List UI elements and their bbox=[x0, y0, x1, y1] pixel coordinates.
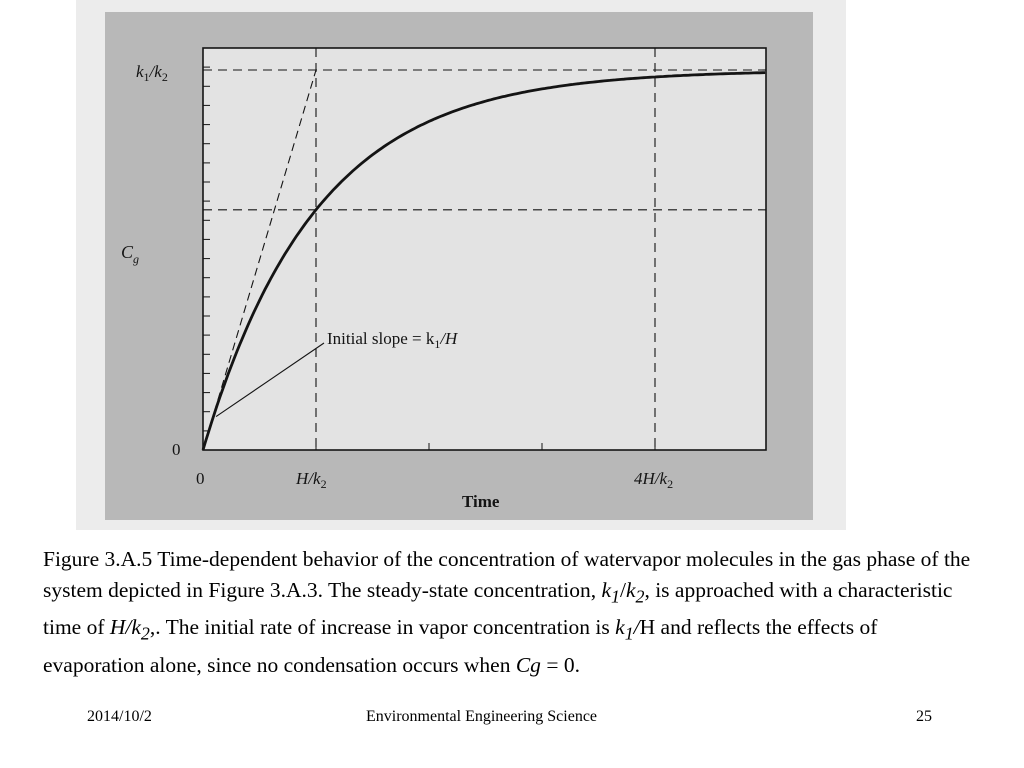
caption-text-2: , is approached with a characteristic time of bbox=[43, 578, 953, 640]
x-tick-label-4h-k2: $4H/k_2$ bbox=[634, 469, 674, 491]
y-tick-label-k1-k2: $k_1/k_2$ bbox=[136, 62, 168, 84]
caption-k2: $k_2$ bbox=[625, 578, 645, 607]
caption-h-k2: $H/k_2$ bbox=[109, 615, 150, 644]
x-tick-label-zero: 0 bbox=[196, 469, 205, 488]
caption-text-5: = 0. bbox=[540, 652, 580, 677]
footer-date: 2014/10/2 bbox=[87, 708, 152, 725]
caption-text-4: H and reflects the effects of evaporation alone, since no condensation occurs when bbox=[43, 615, 878, 677]
caption-k1-rate: $k_1/$ bbox=[615, 615, 640, 644]
x-tick-label-h-k2: $H/k_2$ bbox=[296, 469, 327, 491]
initial-slope-annotation: Initial slope = $k_1/H$ bbox=[327, 329, 458, 351]
y-tick-label-zero: 0 bbox=[172, 440, 181, 459]
y-axis-label: $C_g$ bbox=[121, 242, 140, 266]
caption-cg: Cg bbox=[515, 652, 541, 677]
figure-caption: Figure 3.A.5 Time-dependent behavior of the concentration of watervapor molecules in the gas phase of the system depicted in Figure 3.A.3. The steady-state concentration, $k_1/k_2$, is approached with a characteristic time of $H/k_2$,. The initial rate of increase in vapor concentration is $k_1/H$ and reflects the effects of evaporation alone, since no condensation occurs when Cg = 0. bbox=[43, 547, 971, 677]
caption-text-3: ,. The initial rate of increase in vapor concentration is bbox=[149, 615, 616, 640]
footer-title: Environmental Engineering Science bbox=[366, 708, 598, 725]
caption-k1: $k_1$ bbox=[601, 578, 620, 607]
slide-number: 25 bbox=[916, 708, 932, 725]
caption-text-1: Figure 3.A.5 Time-dependent behavior of the concentration of watervapor molecules in the gas phase of the system depicted in Figure 3.A.3. The steady-state concentration, bbox=[43, 547, 971, 602]
x-axis-label: Time bbox=[462, 492, 500, 511]
